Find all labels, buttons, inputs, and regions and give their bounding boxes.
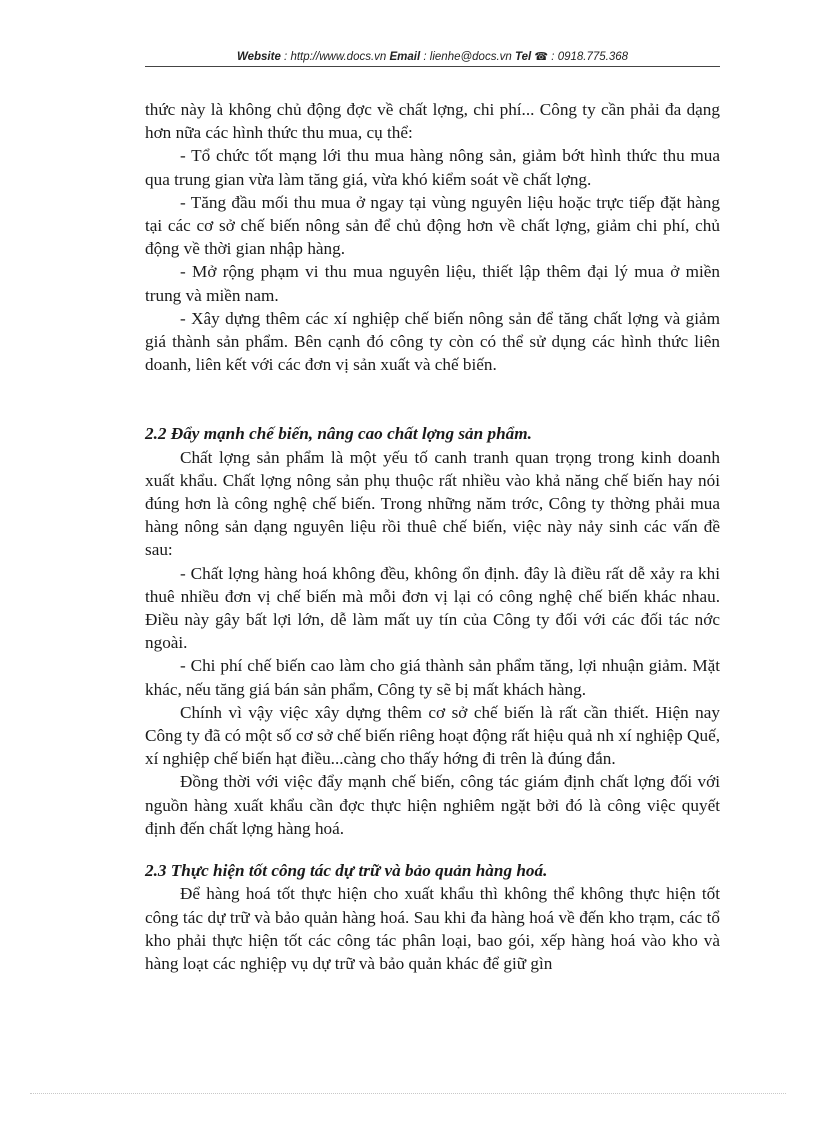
- paragraph: - Tổ chức tốt mạng lới thu mua hàng nông sản, giảm bớt hình thức thu mua qua trung gian vừa làm tăng giá, vừa khó kiểm soát về chất lợng.: [145, 146, 720, 189]
- email-sep: :: [420, 51, 430, 63]
- paragraph: Chất lợng sản phẩm là một yếu tố canh tranh quan trọng trong kinh doanh xuất khẩu. Chất lợng nông sản phụ thuộc rất nhiều vào khả năng chế biến hay nói đúng hơn là công nghệ chế biến. Trong những năm trớc, Công ty thờng phải mua hàng nông sản dạng nguyên liệu rồi thuê chế biến, việc này nảy sinh các vấn đề sau:: [145, 447, 720, 560]
- website-sep: :: [280, 51, 291, 63]
- paragraph: - Xây dựng thêm các xí nghiệp chế biến nông sản để tăng chất lợng và giảm giá thành sản phẩm. Bên cạnh đó công ty còn có thể sử dụng các hình thức liên doanh, liên kết với các đơn vị sản xuất và chế biến.: [145, 308, 720, 375]
- paragraph: - Chi phí chế biến cao làm cho giá thành sản phẩm tăng, lợi nhuận giảm. Mặt khác, nếu tăng giá bán sản phẩm, Công ty sẽ bị mất khách hàng.: [145, 656, 720, 699]
- paragraph: Đồng thời với việc đẩy mạnh chế biến, công tác giám định chất lợng đối với nguồn hàng xuất khẩu cần đợc thực hiện nghiêm ngặt bởi đó là công việc quyết định đến chất lợng hàng hoá.: [145, 772, 720, 838]
- paragraph: Để hàng hoá tốt thực hiện cho xuất khẩu thì không thể không thực hiện tốt công tác dự trữ và bảo quản hàng hoá. Sau khi đa hàng hoá về đến kho trạm, các tổ kho phải thực hiện tốt các công tác phân loại, bao gói, xếp hàng hoá vào kho và hàng loạt các nghiệp vụ dự trữ và bảo quản khác để giữ gìn: [145, 884, 720, 973]
- website-label: Website: [236, 51, 281, 63]
- phone-icon: ☎: [534, 51, 549, 63]
- paragraph: - Chất lợng hàng hoá không đều, không ổn định. đây là điều rất dễ xảy ra khi thuê nhiều đơn vị chế biến mà mỗi đơn vị lại có công nghệ chế biến khác nhau. Điều này gây bất lợi lớn, dễ làm mất uy tín của Công ty đối với các đối tác nớc ngoài.: [145, 563, 720, 653]
- document-body: [145, 98, 720, 975]
- footer-divider: [30, 1093, 786, 1094]
- email-label: Email: [389, 51, 421, 63]
- spacer: [145, 376, 720, 422]
- page-header: [145, 50, 720, 67]
- paragraph: - Mở rộng phạm vi thu mua nguyên liệu, thiết lập thêm đại lý mua ở miền trung và miền nam.: [145, 262, 720, 305]
- tel-label: Tel: [515, 51, 532, 63]
- tel-value: : 0918.775.368: [548, 51, 629, 63]
- section-heading-2-3: 2.3 Thực hiện tốt công tác dự trữ và bảo quản hàng hoá.: [145, 861, 548, 881]
- paragraph: thức này là không chủ động đợc về chất lợng, chi phí... Công ty cần phải đa dạng hơn nữa các hình thức thu mua, cụ thể:: [145, 100, 720, 143]
- spacer: [145, 840, 720, 859]
- email-value[interactable]: lienhe@docs.vn: [429, 51, 512, 63]
- section-heading-2-2: 2.2 Đẩy mạnh chế biến, nâng cao chất lợng sản phẩm.: [145, 424, 532, 444]
- paragraph: Chính vì vậy việc xây dựng thêm cơ sở chế biến là rất cần thiết. Hiện nay Công ty đã có một số cơ sở chế biến riêng hoạt động rất hiệu quả nh xí nghiệp Quế, xí nghiệp chế biến hạt điều...càng cho thấy hớng đi trên là đúng đắn.: [145, 702, 720, 769]
- paragraph: - Tăng đầu mối thu mua ở ngay tại vùng nguyên liệu hoặc trực tiếp đặt hàng tại các cơ sở chế biến nông sản để chủ động hơn về chất lợng, giảm chi phí, chủ động về thời gian nhập hàng.: [145, 192, 720, 259]
- website-url[interactable]: http://www.docs.vn: [290, 51, 387, 63]
